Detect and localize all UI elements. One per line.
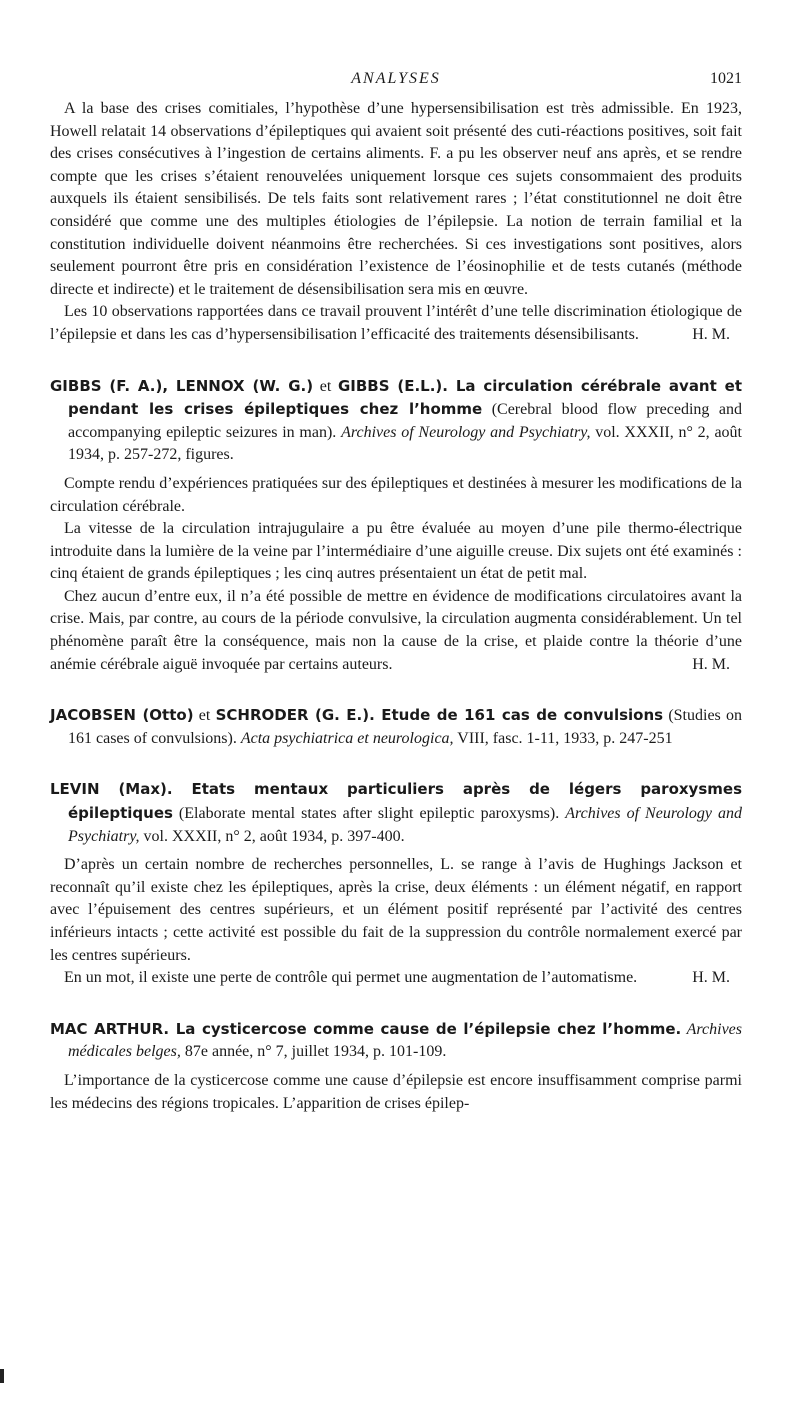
entry-title: Etats mentaux particuliers après de légers paroxysmes épileptiques	[68, 780, 742, 823]
page	[50, 0, 742, 1115]
entry-journal: Archives médicales belges,	[68, 1020, 742, 1061]
signature: H. M.	[692, 969, 730, 987]
review-entry	[50, 1018, 742, 1115]
entry-authors: GIBBS (F. A.), LENNOX (W. G.)	[50, 376, 314, 395]
entry-translation: (Cerebral blood flow preceding and accompanying epileptic seizures in man).	[68, 401, 743, 441]
entry-heading	[50, 375, 742, 467]
signature: H. M.	[692, 325, 730, 343]
review-entry	[50, 375, 742, 677]
intro-paragraph	[50, 301, 742, 346]
entry-citation: 87e année, n° 7, juillet 1934, p. 101-109.	[180, 1043, 447, 1061]
scan-mark	[0, 1369, 4, 1383]
entry-paragraph: L’importance de la cysticercose comme une cause d’épilepsie est encore insuffisamment comprise parmi les médecins des régions tropicales. L’apparition de crises épilep-	[50, 1071, 742, 1112]
entry-heading	[50, 1018, 742, 1064]
entry-connector: et	[193, 707, 216, 725]
page-header	[50, 70, 742, 110]
entry-authors-2: GIBBS (E.L.).	[337, 376, 448, 395]
entry-paragraph	[50, 586, 742, 676]
entry-journal: Archives of Neurology and Psychiatry,	[341, 423, 591, 441]
entry-authors: LEVIN (Max).	[50, 780, 173, 799]
entry-title: Etude de 161 cas de convulsions	[374, 706, 664, 725]
entry-journal: Acta psychiatrica et neurologica,	[240, 729, 454, 747]
entry-heading	[50, 704, 742, 750]
page-number: 1021	[710, 70, 742, 87]
intro-paragraph-text: Les 10 observations rapportées dans ce travail prouvent l’intérêt d’une telle discrimination étiologique de l’épilepsie et dans les cas d’hypersensibilisation l’efficacité des traitements désensibilisants.	[50, 303, 742, 343]
review-entry	[50, 704, 742, 750]
entry-translation: (Elaborate mental states after slight epileptic paroxysms).	[172, 805, 566, 823]
entry-paragraph: Compte rendu d’expériences pratiquées sur des épileptiques et destinées à mesurer les modifications de la circulation cérébrale.	[50, 474, 742, 515]
running-head: ANALYSES	[351, 70, 441, 87]
entry-title: La circulation cérébrale avant et pendant les crises épileptiques chez l’homme	[68, 376, 742, 419]
review-entry	[50, 778, 742, 989]
entry-citation: vol. XXXII, n° 2, août 1934, p. 257-272, figures.	[68, 423, 742, 464]
entry-paragraph-text: En un mot, il existe une perte de contrôle qui permet une augmentation de l’automatisme.	[64, 969, 638, 987]
entry-journal: Archives of Neurology and Psychiatry,	[68, 805, 743, 845]
entry-authors: JACOBSEN (Otto)	[50, 706, 194, 725]
entry-authors: MAC ARTHUR.	[50, 1019, 170, 1038]
entry-heading	[50, 778, 742, 848]
intro-paragraph: A la base des crises comitiales, l’hypothèse d’une hypersensibilisation est très admissible. En 1923, Howell relatait 14 observations d’épileptiques qui avaient soit présenté des cuti-réactions positives, soit fait des crises consécutives à l’ingestion de certains aliments. F. a pu les observer neuf ans après, et se rendre compte que les crises s’étaient renouvelées uniquement lorsque ces sujets consommaient des produits auxquels ils étaient sensibilisés. De tels faits sont relativement rares ; l’état constitutionnel ne doit être considéré que comme une des multiples étiologies de l’épilepsie. La notion de terrain familial et la constitution individuelle doivent néanmoins être recherchées. Si ces investigations sont positives, alors seulement pourront être pris en considération l’existence de l’éosinophilie et de tests cutanés (méthode directe et indirecte) et le traitement de désensibilisation sera mis en œuvre.	[50, 100, 742, 298]
entry-paragraph: La vitesse de la circulation intrajugulaire a pu être évaluée au moyen d’une pile thermo-électrique introduite dans la lumière de la veine par l’intermédiaire d’une aiguille creuse. Dix sujets ont été examinés : cinq étaient de grands épileptiques ; les cinq autres présentaient un état de petit mal.	[50, 520, 742, 583]
entry-paragraph	[50, 967, 742, 990]
entry-translation: (Studies on 161 cases of convulsions).	[68, 707, 743, 747]
entry-citation: vol. XXXII, n° 2, août 1934, p. 397-400.	[139, 827, 405, 845]
signature: H. M.	[692, 655, 730, 673]
intro-block	[50, 98, 742, 347]
entry-citation: VIII, fasc. 1-11, 1933, p. 247-251	[453, 729, 673, 747]
entry-paragraph-text: Chez aucun d’entre eux, il n’a été possible de mettre en évidence de modifications circulatoires avant la crise. Mais, par contre, au cours de la période convulsive, la circulation augmenta considérablement. Un tel phénomène paraît être la conséquence, mais non la cause de la crise, et plaide contre la théorie d’une anémie cérébrale aiguë invoquée par certains auteurs.	[50, 587, 742, 673]
entry-connector: et	[313, 377, 338, 395]
entry-paragraph: D’après un certain nombre de recherches personnelles, L. se range à l’avis de Hughings Jackson et reconnaît qu’il existe chez les épileptiques, après la crise, deux éléments : un élément négatif, en rapport avec l’épuisement des centres supérieurs, et un élément positif représenté par l’activité des centres inférieurs intacts ; cette activité est possible du fait de la suppression du contrôle normalement exercé par les centres supérieurs.	[50, 856, 742, 964]
entry-authors-2: SCHRODER (G. E.).	[215, 706, 375, 725]
entry-title: La cysticercose comme cause de l’épilepsie chez l’homme.	[169, 1019, 682, 1038]
